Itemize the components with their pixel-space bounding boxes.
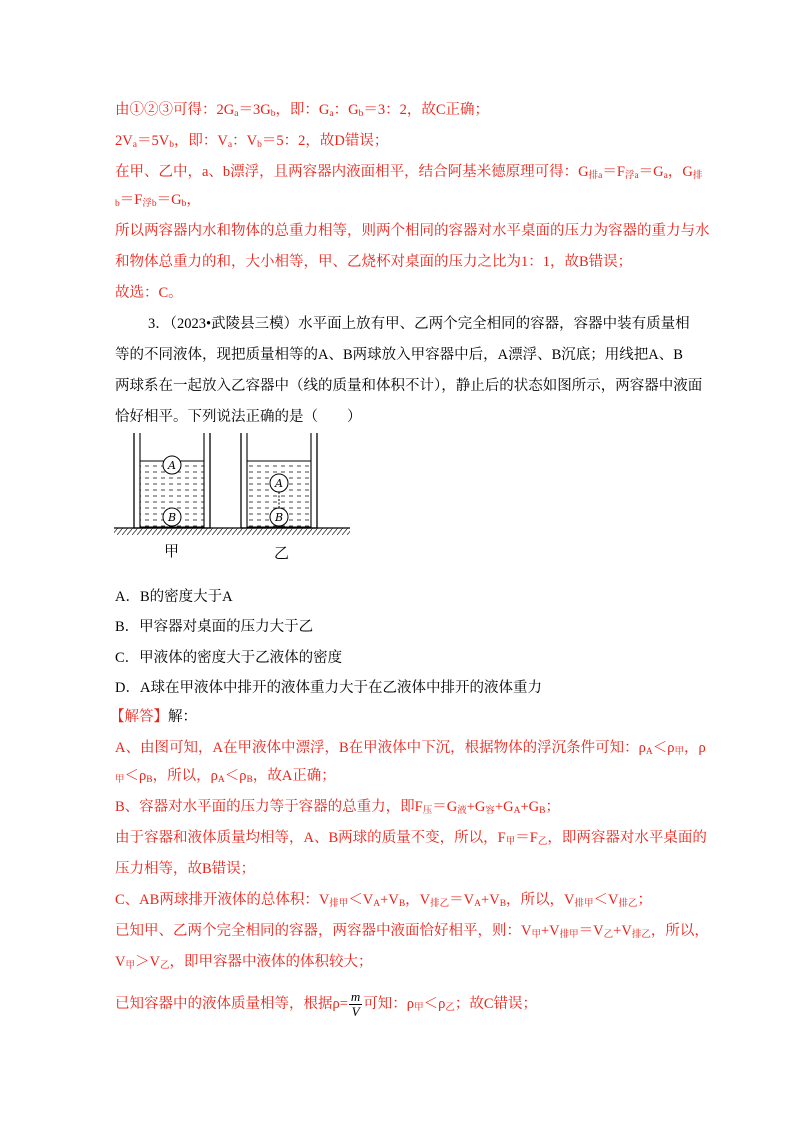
question-line-2: 等的不同液体，现把质量相等的A、B两球放入甲容器中后，A漂浮、B沉底；用线把A、B xyxy=(115,347,683,363)
ball-a-label-jia: A xyxy=(168,459,176,472)
label-yi: 乙 xyxy=(274,544,290,562)
solution-line-3: 在甲、乙中，a、b漂浮，且两容器内液面相平，结合阿基米德原理可得：$G_{排a}=F_{浮a}=G_a$，$G_排$ xyxy=(115,164,703,181)
table-hatch xyxy=(114,528,350,535)
solution-line-2: $2V_a=5V_b$，即：$V_a$：$V_b=5$：2，故D错误； xyxy=(115,133,389,150)
question-line-1: 3．（2023•武陵县三模）水平面上放有甲、乙两个完全相同的容器，容器中装有质量相 xyxy=(148,316,690,332)
option-b: B．甲容器对桌面的压力大于乙 xyxy=(115,619,314,635)
ball-a-label-yi: A xyxy=(275,477,283,490)
answer-a-line-2: $_甲<\rho_B$，所以，$\rho_A<\rho_B$，故A正确； xyxy=(115,768,336,785)
question-line-3: 两球系在一起放入乙容器中（线的质量和体积不计），静止后的状态如图所示，两容器中液面 xyxy=(115,378,703,394)
answer-a-line-1: A、由图可知，A在甲液体中漂浮，B在甲液体中下沉，根据物体的浮沉条件可知：$\rho_A<\rho_甲$，ρ xyxy=(115,740,706,757)
answer-b-line-1: B、容器对水平面的压力等于容器的总重力，即$F_压=G_液+G_容+G_A+G_B$； xyxy=(115,799,560,816)
question-line-4: 恰好相平。下列说法正确的是（ ） xyxy=(115,409,362,425)
option-d: D．A球在甲液体中排开的液体重力大于在乙液体中排开的液体重力 xyxy=(115,680,542,696)
answer-b-line-3: 压力相等，故B错误； xyxy=(115,861,256,877)
solution-line-4: $_b=F_{浮b}=G_b$， xyxy=(115,192,201,209)
answer-b-line-2: 由于容器和液体质量均相等，A、B两球的质量不变，所以，$F_甲=F_乙$，即两容器对水平桌面的 xyxy=(115,830,707,847)
answer-c-line-3: $V_甲>V_乙$，即甲容器中液体的体积较大； xyxy=(115,954,373,971)
containers-diagram xyxy=(112,433,372,563)
answer-c-line-1: C、AB两球排开液体的总体积：$V_{排甲}<V_A+V_B$，$V_{排乙}=V_A+V_B$，所以，$V_{排甲}<V_{排乙}$； xyxy=(115,892,653,909)
label-jia: 甲 xyxy=(164,542,180,560)
option-a: A．B的密度大于A xyxy=(115,589,233,605)
containers-figure xyxy=(112,433,372,563)
solution-line-7: 故选：C。 xyxy=(115,285,183,301)
answer-header: 【解答】解： xyxy=(110,709,197,725)
answer-c-line-4: 已知容器中的液体质量相等，根据ρ= $\frac{m}{V}$ 可知：$\rho_甲<\rho_乙$；故C错误； xyxy=(115,989,538,1019)
solution-line-5: 所以两容器内水和物体的总重力相等，则两个相同的容器对水平桌面的压力为容器的重力与水 xyxy=(115,223,710,239)
ball-b-label-yi: B xyxy=(274,511,284,524)
solution-line-1: 由①②③可得：$2G_a=3G_b$，即：$G_a$：$G_b=3$：2，故C正确； xyxy=(115,102,490,119)
ball-b-label-jia: B xyxy=(167,511,177,524)
option-c: C．甲液体的密度大于乙液体的密度 xyxy=(115,650,343,666)
density-fraction: $\frac{m}{V}$ xyxy=(350,989,361,1019)
solution-line-6: 和物体总重力的和，大小相等，甲、乙烧杯对桌面的压力之比为1：1，故B错误； xyxy=(115,254,633,270)
answer-c-line-2: 已知甲、乙两个完全相同的容器，两容器中液面恰好相平，则：$V_甲+V_{排甲}=V_乙+V_{排乙}$，所以， xyxy=(115,923,709,940)
